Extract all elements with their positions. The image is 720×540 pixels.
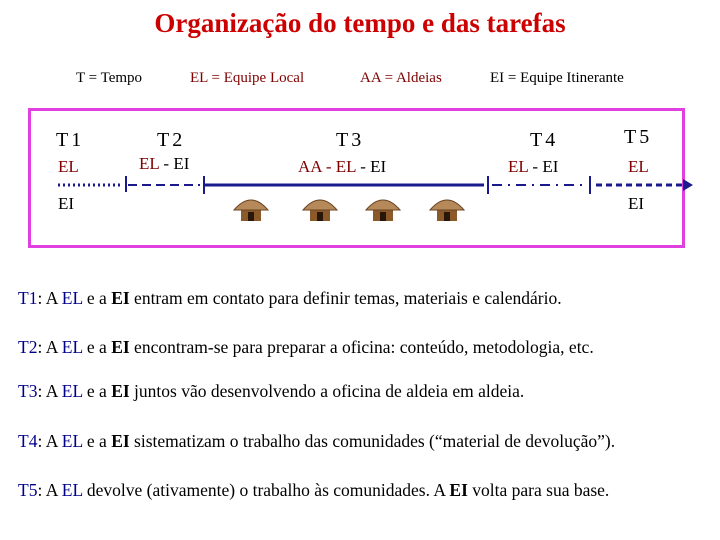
t2-code-ei: EI — [173, 154, 190, 173]
t3-code-sep1: - — [321, 157, 336, 176]
hut-icon — [232, 194, 270, 224]
t5-code-ei: EI — [628, 194, 645, 213]
local-team-term: EL — [61, 337, 83, 357]
t5-code-el: EL — [628, 157, 649, 176]
description-t3: T3: A EL e a EI juntos vão desenvolvendo a oficina de aldeia em aldeia. — [18, 381, 525, 401]
time-label-t3: T3 — [336, 129, 365, 151]
t1-code-el: EL — [58, 157, 79, 176]
time-label-t2: T2 — [157, 129, 186, 151]
local-team-term: EL — [61, 431, 83, 451]
itinerant-team-term: EI — [111, 288, 130, 308]
t4-code-ei: EI — [542, 157, 559, 176]
itinerant-team-term: EI — [111, 431, 130, 451]
description-label: T4 — [18, 431, 38, 451]
t2-code-el: EL — [139, 154, 160, 173]
time-label-t4: T4 — [530, 129, 559, 151]
t3-code-ei: EI — [370, 157, 387, 176]
local-team-term: EL — [61, 288, 83, 308]
local-team-term: EL — [61, 480, 83, 500]
time-label-t5: T5 — [624, 126, 653, 148]
itinerant-team-term: EI — [111, 381, 130, 401]
local-team-term: EL — [61, 381, 83, 401]
description-label: T3 — [18, 381, 38, 401]
t4-code-sep: - — [528, 157, 543, 176]
description-label: T2 — [18, 337, 38, 357]
description-t5: T5: A EL devolve (ativamente) o trabalho às comunidades. A EI volta para sua base. — [18, 480, 610, 500]
t1-code-ei: EI — [58, 194, 75, 213]
t3-code-el: EL — [335, 157, 356, 176]
t4-code-el: EL — [508, 157, 529, 176]
hut-icon — [428, 194, 466, 224]
description-t2: T2: A EL e a EI encontram-se para preparar a oficina: conteúdo, metodologia, etc. — [18, 337, 594, 357]
description-t1: T1: A EL e a EI entram em contato para definir temas, materiais e calendário. — [18, 288, 562, 308]
time-label-t1: T1 — [56, 129, 85, 151]
page-title: Organização do tempo e das tarefas — [154, 8, 566, 38]
t2-code-sep: - — [159, 154, 174, 173]
legend-itinerant-team: EI = Equipe Itinerante — [490, 70, 624, 86]
hut-icon — [364, 194, 402, 224]
itinerant-team-term: EI — [111, 337, 130, 357]
description-label: T1 — [18, 288, 38, 308]
legend-villages: AA = Aldeias — [360, 70, 442, 86]
description-label: T5 — [18, 480, 38, 500]
legend-time: T = Tempo — [76, 70, 143, 86]
legend-local-team: EL = Equipe Local — [190, 70, 305, 86]
itinerant-team-term: EI — [449, 480, 468, 500]
t3-code-aa: AA — [298, 157, 322, 176]
t3-code-sep2: - — [355, 157, 371, 176]
hut-icon — [301, 194, 339, 224]
description-t4: T4: A EL e a EI sistematizam o trabalho das comunidades (“material de devolução”). — [18, 431, 616, 451]
